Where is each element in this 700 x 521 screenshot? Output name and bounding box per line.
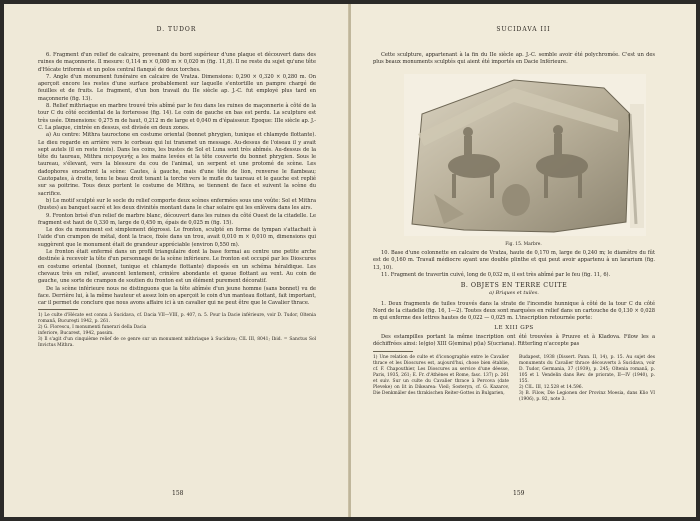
paragraph: b) Le motif sculpté sur le socle du relief comporte deux scènes enfermées sous une voûte: Sol et Mithra (bustes) au banquet sacré et les deux divinités montant dans le char solaire qui les enlèvera dans les airs.: [38, 197, 316, 212]
footnote-rule: [373, 351, 413, 352]
footnote: 3) B. Filow, Die Legionen der Provinz Moesia, dans Klio VI (1906), p. 82, note 3.: [519, 390, 655, 402]
footnote: 2) CIL. III, 12.528 et 14.596.: [519, 384, 583, 390]
paragraph: Le fronton était enfermé dans un profil triangulaire dont la base formai au centre une petite arche destinée à recevoir la tête d'un personnage de la scène inférieure. Le fronton est occupé par les Dioscures en costume oriental (bonnet, tunique et chlamyde flottante) disposés en un schéma héraldique. Les chevaux très en relief, avancent lentement, crinière abondante et queue flottant au vent. Au coin de gauche, une sorte de crampon de soutien du fronton est un élément purement décoratif.: [38, 249, 316, 285]
paragraph: 6. Fragment d'un relief de calcaire, provenant du bord supérieur d'une plaque et découvert dans des ruines de maçonnerie. Il mesure: 0,114 m × 0,080 m × 0,020 m (fig. 11,8). Il ne reste du sujet qu'une tête d'Hécate triformis et un polos central flanqué de deux torches.: [38, 52, 316, 73]
paragraph: 11. Fragment de travertin cuivé, long de 0,032 m, il est très abîmé par le feu (fig. 11, 6).: [381, 271, 611, 278]
right-body-text: [373, 250, 655, 403]
footnote: 3) Il s'agit d'un cinquième relief de ce genre sur un monument mithriaque à Sucidava; CIL III, 8041; Ibid. = Sanctus Sol Invictus Mithra.: [38, 337, 316, 349]
paragraph: 7. Angle d'un monument funéraire en calcaire de Vratza. Dimensions: 0,290 × 0,320 × 0,280 m. On aperçoit encore les restes d'une surface probablement sur laquelle s'entortille un pampre chargé de feuilles et de fruits. Le fragment, d'un bon travail du IIe siècle ap. J.-C. fut employé plus tard en maçonnerie (fig. 13).: [38, 73, 316, 102]
section-subheading: a) Briques et tuiles.: [489, 290, 539, 297]
paragraph: 1. Deux fragments de tuiles trouvés dans la strate de l'incendie hunnique à côté de la tour C du côté Nord de la citadelle (fig. 16, 1—2). Toutes deux sont marquées en relief dans un cartouche de 0,130 × 0,028 m qui enferme des lettres hautes de 0,022 — 0,025 m. L'inscription retournée porte:: [373, 300, 655, 322]
paragraph: Cette sculpture, appartenant à la fin du IIe siècle ap. J.-C. semble avoir été polychromée. C'est un des plus beaux monuments sculptés qui aient été importés en Dacie Inférieure.: [373, 52, 655, 66]
page-number-left: 158: [172, 490, 184, 497]
footnote: inferiore, Bucarest, 1942, passim.: [38, 331, 114, 337]
paragraph: De la scène inférieure nous ne distinguons que la tête abîmée d'un jeune homme (sans bonnet) vu de face. Derrière lui, à la même hauteur et assez loin on aperçoit le coin d'un manteau flottant, fait important, car il permet de conclure que nous avons affaire ici à un cavalier qui ne peut être que le Cavalier thrace.: [38, 285, 316, 307]
paragraph: 10. Base d'une colonnette en calcaire de Vratza, haute de 0,170 m, large de 0,240 m; le diamètre du fût est de 0,160 m. Travail médiocre ayant une double plinthe et qui peut avoir appartenu à un lararium (fig. 13, 10).: [373, 250, 655, 271]
footnotes-left: [38, 313, 316, 349]
relief-photograph: [404, 74, 646, 236]
paragraph: 8. Relief mithriaque en marbre trouvé très abîmé par le feu dans les ruines de maçonnerie à côté de la tour C du côté occidental de la forteresse (fig. 14). Le coin de gauche en bas est perdu. La sculpture est très usée. Dimensions: 0,275 m de haut, 0,212 m de large et 0,040 m d'épaisseur. Epoque: IIIe siècle ap. J.-C. La plaque, cintrée en dessus, est divisée en deux zones.: [38, 103, 316, 131]
figure-caption: Fig. 15. Marbre.: [505, 242, 542, 247]
footnote: Budapest, 1938 (Dissert. Pann. II, 14), p. 15. Au sujet des monuments du Cavalier thrace découverts à Sucidava, voir D. Tudor, Germania, 37 (1939), p. 245; Oltenia romană, p. 105 et I. Vendelin dans Rev. de priorate, II—IV (1940), p. 155.: [519, 354, 655, 384]
paragraph: 9. Fronton brisé d'un relief de marbre blanc, découvert dans les ruines du côté Ouest de la citadelle. Le fragment est haut de 0,330 m, large de 0,450 m, épais de 0,025 m (fig. 15).: [38, 212, 316, 226]
book-spread: [4, 4, 696, 517]
running-head-left: D. TUDOR: [156, 26, 197, 33]
footnote: 2) G. Florescu, I monumenti funerari della Dacia: [38, 325, 147, 331]
right-page: [351, 4, 696, 517]
footnotes-right: [373, 355, 655, 403]
young-man-head: [502, 184, 530, 216]
running-head-right: SUCIDAVA III: [496, 26, 551, 33]
footnote: 1) Le culte d'Hécate est connu à Sucidava, cf. Dacia VII—VIII, p. 407, n. 5. Pour la Dacie inférieure, voir D. Tudor, Oltenia romană, Bucureşti 1942, p. 261.: [38, 313, 316, 325]
section-heading: B. OBJETS EN TERRE CUITE: [460, 282, 568, 290]
page-number-right: 159: [513, 490, 525, 497]
paragraph: a) Au centre: Mithra tauroctone en costume oriental (bonnet phrygien, tunique et chlamyde flottante). Le dieu regarde en arrière vers le corbeau qui lui transmet un message. Au-dessus de l'oiseau il y avait sept autels (il en reste trois). Dans les coins, les bustes de Sol et Luna sont très abîmés. Au-dessus de la tête du taureau, Mithra πετρογενής a les mains levées et la tête couverte du bonnet phrygien. Sous le taureau, s'élevant, vers la blessure du cou de l'animal, un serpent et une protomé de scène. Les dadophores encadrent la scène: Cautes, à gauche, mais d'une tête de lion, renverse le flambeau; Cautopates, à droite, tenu le beau droit tenant la torche vers le mufle du taureau et le gauche est replié sur sa poitrine. Tous deux portent le costume de Mithra, se tiennent de face et suivent la scène du sacrifice.: [38, 132, 316, 197]
paragraph: Des estampilles portant la même inscription ont été trouvées à Pruuve et à Kladova. Filow les a déchiffrées ainsi: le(gio) XIII G(emina) p(ia) S(ucriana). Ritterling n'accepte pas: [373, 333, 655, 348]
right-intro-text: [373, 52, 655, 67]
inscription: LE XIII GPS: [494, 324, 534, 331]
paragraph: Le dos du monument est simplement dégrossi. Le fronton, sculpté en forme de tympan s'attachait à l'aide d'un crampon de métal, dont la trace, fixée dans un trou, avait 0,010 m × 0,010 m, dimensions qui suggèrent que le monument était de grandeur appréciable (environ 0,550 m).: [38, 227, 316, 248]
left-page: [4, 4, 349, 517]
footnote: 1) Une relation de culte et d'iconographie entre le Cavalier thrace et les Dioscures est, aujourd'hui, chose bien établie, cf. F. Chapouthier, Les Dioscures au service d'une déesse, Paris, 1935, 261; E. Fr. d'Athènes et Rome, fasc. 137) p. 261 et suiv. Sur un culte du Cavalier thrace à Percova (date Pleveke) on lit in Dikearea: Vieil; Sosteryn, cf. G. Kazarov, Die Denkmäler des thrakischen Reiter-Gottes in Bulgarien,: [373, 354, 509, 396]
left-body-text: [38, 52, 316, 349]
footnote-rule: [38, 309, 78, 310]
